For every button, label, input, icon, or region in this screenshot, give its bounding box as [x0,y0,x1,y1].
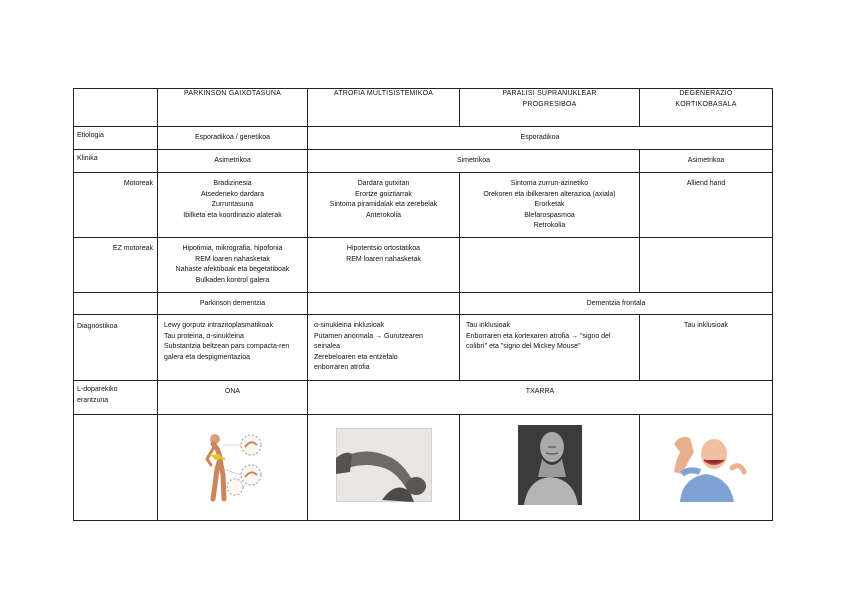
text-line: Sintoma piramidalak eta zerebelak [329,201,438,208]
text-line: Zerebeloaren eta entzefalo [314,353,398,361]
klinika-middle: Simetrikoa [308,150,640,173]
header-row [74,89,773,127]
header-ams: ATROFIA MULTISISTEMIKOA [308,89,460,127]
label-ldopa [74,381,158,415]
label-diagnostikoa: Diagnostikoa [74,315,158,381]
motoreak-ams [308,173,460,238]
row-ldopa [74,381,773,415]
row-ez-motoreak [74,238,773,293]
ez-motoreak-dcb [640,238,773,293]
parkinson-posture-illustration-icon [193,425,273,505]
text-line: colibrí" eta "signo del Mickey Mouse" [466,343,581,350]
text-line: Tau inklusioak [466,322,510,329]
row-diagnostikoa [74,315,773,381]
images-label-empty [74,415,158,521]
etiologia-rest: Esporadikoa [308,127,773,150]
text-line: Zurruntasuna [211,201,254,208]
ldopa-parkinson: ONA [158,381,308,415]
text-line: Ibilketa eta koordinazio alaterak [183,211,282,219]
text-line: REM loaren nahasketak [195,255,270,263]
text-line: Putamen anormala → Gurutzearen [314,332,423,340]
text-line: Anterokolia [365,211,402,219]
row-dementzia [74,293,773,315]
text-line: erantzuna [77,396,109,404]
motoreak-dcb [640,173,773,238]
text-line: Atsedeneko dardara [200,190,265,198]
row-motoreak [74,173,773,238]
text-line: Tau proteina, α-sinukleina [164,332,244,340]
text-line: Substantzia beltzean pars compacta-ren [164,343,290,350]
text-line: galera eta despigmentazioa [164,353,251,361]
etiologia-parkinson: Esporadikoa / genetikoa [158,127,308,150]
anterocollis-photo-icon [336,428,432,502]
text-line: Lewy gorputz intrazitoplasmatikoak [164,322,273,329]
diagnostikoa-psp [460,315,640,381]
header-psp: PARALISI SUPRANUKLEAR PROGRESIBOA [460,89,640,127]
dementzia-label-empty [74,293,158,315]
ldopa-rest: TXARRA [308,381,773,415]
diagnostikoa-parkinson [158,315,308,381]
text-line: Bulkaden kontrol galera [195,276,270,284]
text-line: Sintoma zurrun-azinetiko [510,180,589,187]
label-klinika: Klinika [74,150,158,173]
text-line: seinalea [314,343,341,350]
diagnostikoa-dcb [640,315,773,381]
row-images [74,415,773,521]
retrocollis-photo-icon [518,425,582,505]
text-line: Alliend hand [686,180,726,187]
row-etiologia [74,127,773,150]
dementzia-right: Dementzia frontala [460,293,773,315]
text-line: Enborraren eta kortexaren atrofia → "signo del [466,332,611,340]
label-etiologia: Etiologia [74,127,158,150]
header-empty [74,89,158,127]
text-line: L-doparekiko [77,386,118,393]
klinika-parkinson: Asimetrikoa [158,150,308,173]
alien-hand-photo-icon [660,428,752,502]
image-cell-dcb [640,415,773,521]
ez-motoreak-ams [308,238,460,293]
text-line: α-sinukleina inklusioak [314,322,385,329]
image-cell-ams [308,415,460,521]
label-ez-motoreak: EZ motoreak [74,238,158,293]
ez-motoreak-parkinson [158,238,308,293]
text-line: Tau inklusioak [684,322,728,329]
text-line: Hipotimia, mikrografia, hipofonia [182,245,283,252]
text-line: Dardara gutxitan [357,180,410,187]
image-cell-psp [460,415,640,521]
text-line: Hipotentsio ortostatikoa [346,245,421,252]
text-line: Orekoren eta ibilkeraren alterazioa (axiala) [483,190,616,198]
diagnostikoa-ams [308,315,460,381]
ez-motoreak-psp [460,238,640,293]
motoreak-psp [460,173,640,238]
text-line: Nahaste afektiboak eta begetatiboak [175,266,290,273]
row-klinika [74,150,773,173]
text-line: REM loaren nahasketak [346,255,421,263]
header-parkinson: PARKINSON GAIXOTASUNA [158,89,308,127]
dementzia-parkinson: Parkinson dementzia [158,293,308,315]
image-cell-parkinson [158,415,308,521]
text-line: enborraren atrofia [314,364,370,371]
comparison-table [73,88,773,521]
text-line: Erortze goiztiarrak [355,190,412,198]
text-line: Bradizinesia [213,180,252,187]
text-line: Erorketak [534,201,565,208]
dementzia-ams [308,293,460,315]
klinika-dcb: Asimetrikoa [640,150,773,173]
header-dcb: DEGENERAZIO KORTIKOBASALA [640,89,773,127]
label-motoreak: Motoreak [74,173,158,238]
text-line: Retrokolia [533,222,566,229]
motoreak-parkinson [158,173,308,238]
text-line: Blefarospasmoa [524,211,575,219]
